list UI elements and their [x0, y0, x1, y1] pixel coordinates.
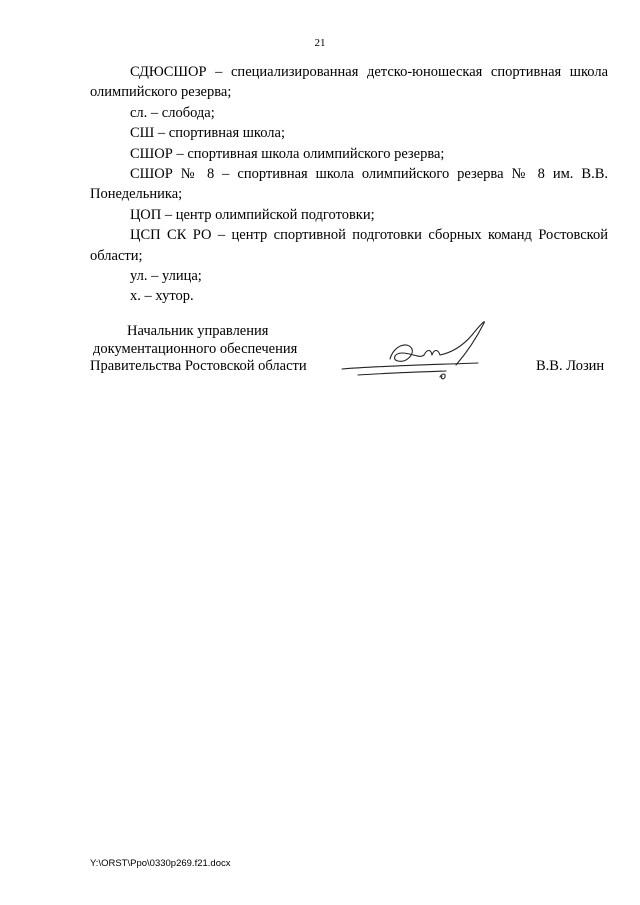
- signatory-position: [90, 323, 307, 376]
- abbreviation-item: х. – хутор.: [130, 288, 194, 305]
- abbreviation-item: ЦСП СК РО – центр спортивной подготовки сборных команд Ростовской области;: [90, 227, 608, 264]
- signatory-position-line: Правительства Ростовской области: [90, 358, 307, 374]
- footer-file-path: Y:\ORST\Ppo\0330p269.f21.docx: [90, 858, 231, 869]
- page-number: 21: [314, 37, 326, 49]
- abbreviation-item: сл. – слобода;: [130, 104, 215, 121]
- handwritten-signature: [328, 315, 518, 385]
- abbreviations-list: [90, 62, 608, 307]
- signatory-name: В.В. Лозин: [536, 358, 605, 374]
- signatory-position-line: Начальник управления: [127, 323, 269, 339]
- abbreviation-item: СДЮСШОР – специализированная детско-юношеская спортивная школа олимпийского резерва;: [90, 64, 608, 101]
- abbreviation-item: СШОР № 8 – спортивная школа олимпийского резерва № 8 им. В.В. Понедельника;: [90, 166, 608, 203]
- abbreviation-item: ул. – улица;: [130, 268, 202, 285]
- abbreviation-item: СШОР – спортивная школа олимпийского резерва;: [130, 145, 445, 162]
- abbreviation-item: ЦОП – центр олимпийской подготовки;: [130, 206, 375, 223]
- abbreviation-item: СШ – спортивная школа;: [130, 125, 285, 142]
- signatory-position-line: документационного обеспечения: [93, 340, 298, 357]
